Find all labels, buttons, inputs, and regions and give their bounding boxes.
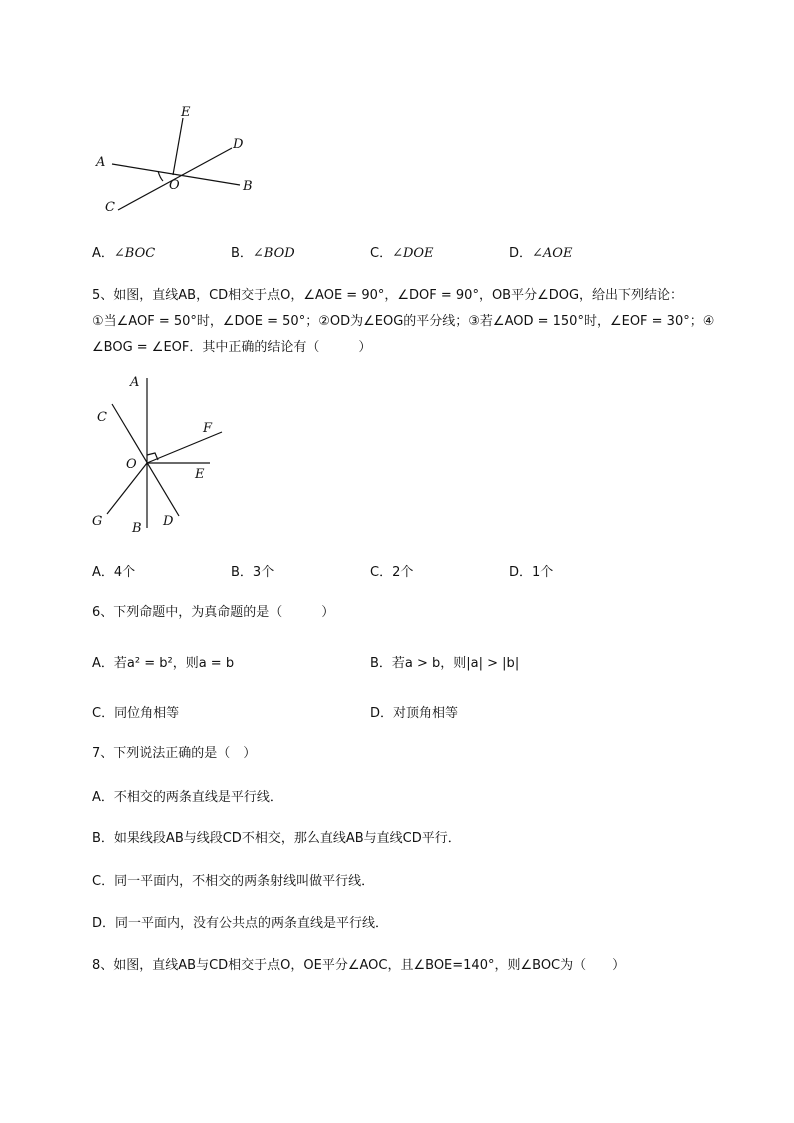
- q6-option-b[interactable]: B．若a > b，则|a| > |b|: [370, 656, 520, 671]
- label-d: D: [163, 514, 174, 529]
- q6-option-c[interactable]: C．同位角相等: [92, 706, 180, 721]
- q7-option-a[interactable]: A．不相交的两条直线是平行线．: [92, 790, 283, 805]
- q5-stem-line2: ①当∠AOF = 50°时，∠DOE = 50°；②OD为∠EOG的平分线；③若∠AOD = 150°时，∠EOF = 30°；④: [92, 314, 715, 329]
- ray-oe: [173, 118, 183, 175]
- label-b: B: [132, 521, 142, 536]
- figure-1-intersecting-lines: [90, 100, 270, 220]
- q6-stem: 6、下列命题中，为真命题的是（ ）: [92, 605, 335, 620]
- line-cd: [112, 404, 179, 516]
- q5-stem-line1: 5、如图，直线AB，CD相交于点O，∠AOE = 90°，∠DOF = 90°，OB平分∠DOG，给出下列结论：: [92, 288, 684, 303]
- label-e: E: [181, 105, 191, 120]
- label-o: O: [169, 178, 180, 193]
- q4-option-a[interactable]: A．∠BOC: [92, 246, 156, 261]
- q7-option-b[interactable]: B．如果线段AB与线段CD不相交，那么直线AB与直线CD平行．: [92, 831, 461, 846]
- q5-stem-line3: ∠BOG = ∠EOF．其中正确的结论有（ ）: [92, 340, 372, 355]
- label-o: O: [126, 457, 137, 472]
- label-g: G: [92, 514, 103, 529]
- q4-option-d[interactable]: D．∠AOE: [509, 246, 573, 261]
- label-a: A: [96, 155, 106, 170]
- label-e: E: [195, 467, 205, 482]
- q4-option-c[interactable]: C．∠DOE: [370, 246, 434, 261]
- q8-stem: 8、如图，直线AB与CD相交于点O，OE平分∠AOC，且∠BOE=140°，则∠BOC为（ ）: [92, 958, 626, 973]
- label-f: F: [203, 421, 213, 436]
- label-c: C: [105, 200, 115, 215]
- figure-2-rays-from-o: [88, 368, 238, 538]
- q5-option-b[interactable]: B．3个: [231, 565, 275, 580]
- q4-option-b[interactable]: B．∠BOD: [231, 246, 295, 261]
- q7-option-c[interactable]: C．同一平面内，不相交的两条射线叫做平行线．: [92, 874, 375, 889]
- ray-of: [147, 432, 222, 463]
- label-b: B: [243, 179, 253, 194]
- q5-option-a[interactable]: A．4个: [92, 565, 136, 580]
- label-c: C: [97, 410, 107, 425]
- q6-option-d[interactable]: D．对顶角相等: [370, 706, 459, 721]
- q7-option-d[interactable]: D．同一平面内，没有公共点的两条直线是平行线．: [92, 916, 389, 931]
- q6-option-a[interactable]: A．若a² = b²，则a = b: [92, 656, 235, 671]
- q5-option-d[interactable]: D．1个: [509, 565, 554, 580]
- label-d: D: [233, 137, 244, 152]
- q5-option-c[interactable]: C．2个: [370, 565, 414, 580]
- label-a: A: [130, 375, 140, 390]
- q7-stem: 7、下列说法正确的是（ ）: [92, 746, 257, 761]
